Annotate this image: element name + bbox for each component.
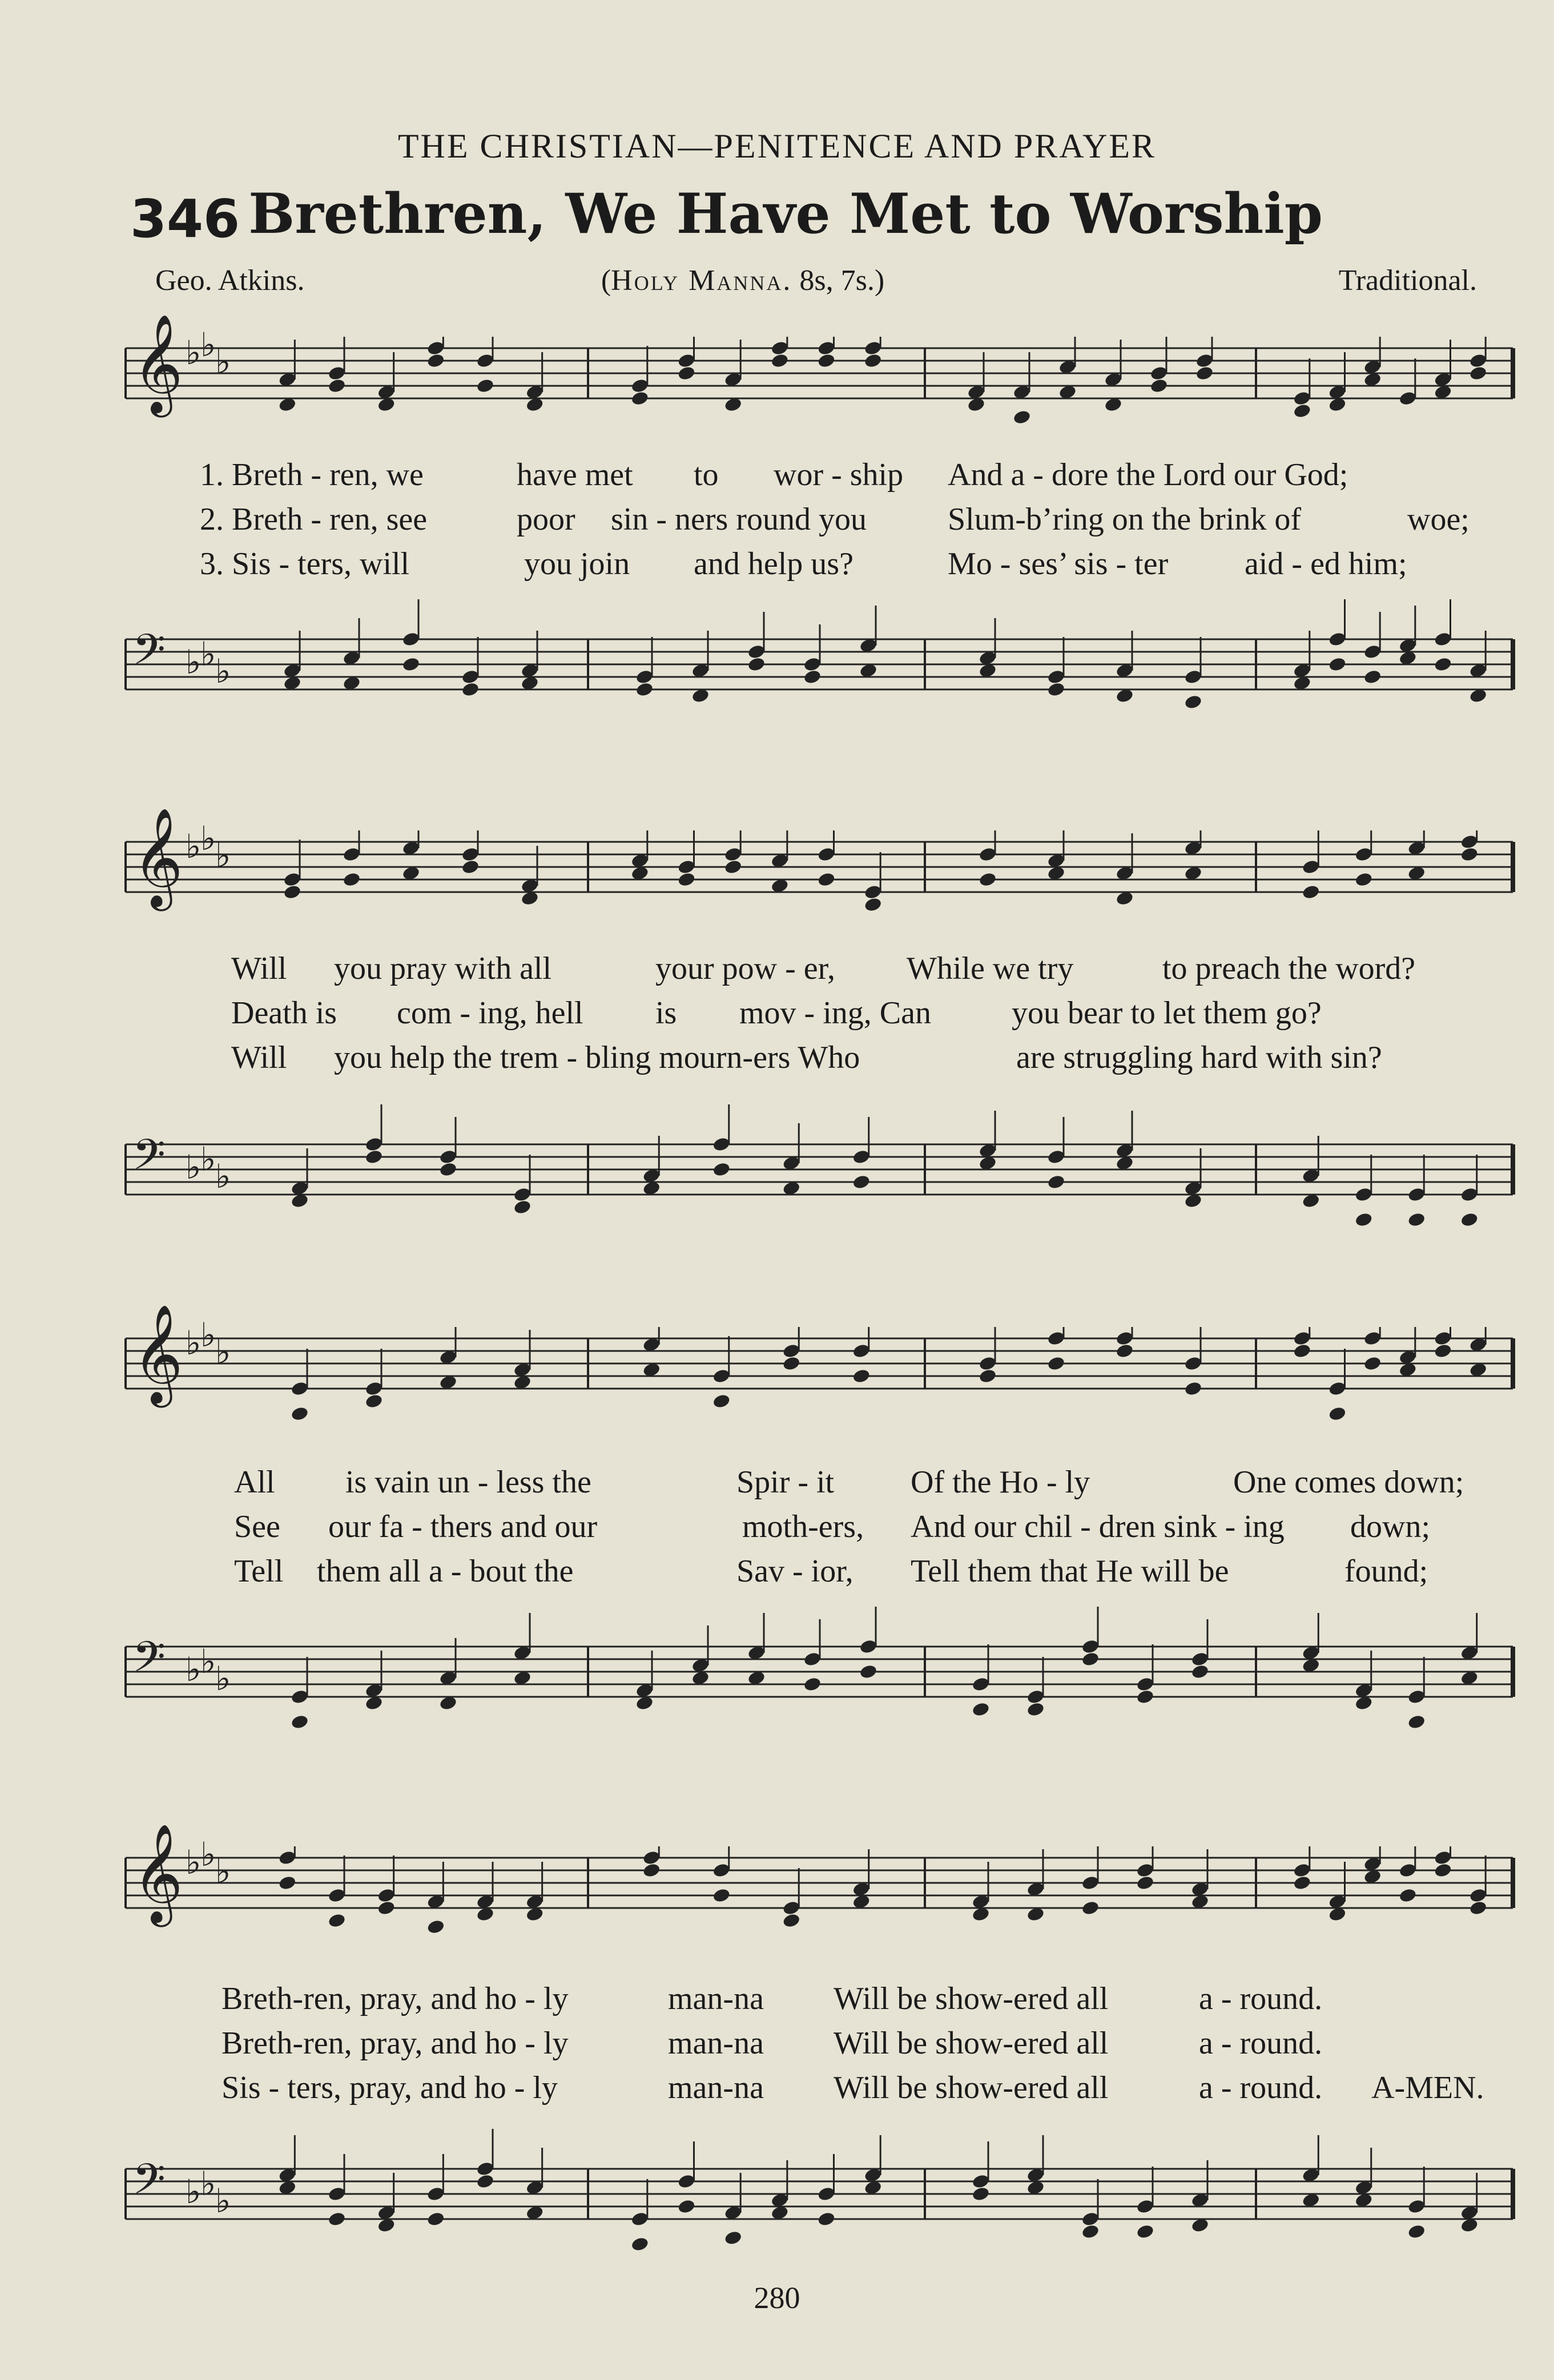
notehead — [864, 897, 883, 913]
flat-icon: ♭ — [186, 333, 202, 372]
bass-clef-icon: 𝄢 — [132, 2155, 166, 2214]
notehead — [978, 872, 997, 888]
notehead — [852, 1174, 871, 1190]
notehead — [803, 1676, 822, 1692]
notehead — [724, 859, 743, 875]
notehead — [1046, 681, 1065, 697]
flat-icon: ♭ — [215, 836, 231, 875]
flat-icon: ♭ — [215, 1852, 231, 1891]
author-credit: Geo. Atkins. — [155, 264, 305, 297]
notehead — [782, 1356, 801, 1371]
notehead — [364, 1393, 383, 1409]
hymn-number: 346 — [130, 188, 240, 249]
bass-staff-system-2 — [114, 1104, 1524, 1258]
notehead — [971, 1701, 990, 1717]
flat-icon: ♭ — [186, 1324, 202, 1362]
notehead — [712, 1161, 731, 1177]
notehead — [461, 681, 480, 697]
notehead — [1293, 1875, 1311, 1891]
notehead — [1012, 409, 1031, 425]
notehead — [278, 1875, 297, 1891]
notehead — [1434, 656, 1452, 672]
notehead — [401, 656, 420, 672]
notehead — [1026, 1701, 1045, 1717]
flat-icon: ♭ — [215, 1157, 231, 1196]
notehead — [770, 353, 789, 369]
notehead — [438, 1161, 457, 1177]
notehead — [852, 1368, 871, 1384]
treble-clef-icon: 𝄞 — [132, 1304, 183, 1403]
notehead — [1190, 1664, 1209, 1680]
notehead — [513, 1199, 532, 1215]
notehead — [724, 2230, 743, 2246]
lyric-line-verse-2: Breth-ren, pray, and ho - ly man-na Will be show-ered all a - round. — [222, 2026, 1323, 2061]
notehead — [817, 2211, 836, 2227]
lyric-line-verse-2: Death is com - ing, hell is mov - ing, Can you bear to let them go? — [231, 995, 1322, 1031]
flat-icon: ♭ — [200, 1642, 216, 1681]
lyric-line-verse-3: Will you help the trem - bling mourn-ers Who are struggling hard with sin? — [231, 1040, 1382, 1075]
treble-clef-icon: 𝄞 — [132, 314, 183, 413]
notehead — [1434, 1862, 1452, 1878]
flat-icon: ♭ — [200, 1316, 216, 1354]
notehead — [1460, 1212, 1479, 1228]
lyric-line-verse-1: Will you pray with all your pow - er, While we try to preach the word? — [231, 951, 1416, 986]
lyric-line-verse-3: Sis - ters, pray, and ho - ly man-na Will be show-ered all a - round. A-MEN. — [222, 2070, 1484, 2105]
notehead — [712, 1887, 731, 1903]
notehead — [1136, 1875, 1154, 1891]
notehead — [817, 353, 836, 369]
notehead — [1354, 872, 1373, 888]
flat-icon: ♭ — [200, 2164, 216, 2203]
notehead — [476, 2173, 494, 2189]
tune-name: Holy Manna. — [611, 264, 792, 297]
flat-icon: ♭ — [215, 342, 231, 381]
lyric-line-verse-3: Tell them all a - bout the Sav - ior, Tell them that He will be found; — [234, 1554, 1428, 1589]
notehead — [971, 2186, 990, 2202]
flat-icon: ♭ — [186, 1843, 202, 1882]
tune-meter: 8s, 7s.) — [792, 264, 885, 297]
notehead — [461, 859, 480, 875]
lyric-line-verse-1: All is vain un - less the Spir - it Of the Ho - ly One comes down; — [234, 1465, 1464, 1500]
notehead — [1081, 1900, 1100, 1916]
notehead — [1293, 1343, 1311, 1359]
notehead — [426, 1919, 445, 1935]
flat-icon: ♭ — [200, 635, 216, 673]
treble-staff-system-3 — [114, 1304, 1524, 1441]
lyric-line-verse-1: 1. Breth - ren, we have met to wor - ship And a - dore the Lord our God; — [200, 457, 1348, 493]
flat-icon: ♭ — [215, 1333, 231, 1371]
notehead — [1407, 1212, 1426, 1228]
flat-icon: ♭ — [200, 325, 216, 364]
treble-staff-system-1 — [114, 314, 1524, 428]
lyric-line-verse-3: 3. Sis - ters, will you join and help us? Mo - ses’ sis - ter aid - ed him; — [200, 546, 1407, 582]
notehead — [1363, 669, 1382, 685]
section-heading: THE CHRISTIAN—PENITENCE AND PRAYER — [397, 127, 1157, 165]
notehead — [630, 390, 649, 406]
notehead — [642, 1862, 661, 1878]
bass-clef-icon: 𝄢 — [132, 1130, 166, 1190]
notehead — [1183, 694, 1202, 710]
notehead — [1136, 2224, 1154, 2240]
notehead — [1046, 1174, 1065, 1190]
notehead — [1460, 846, 1479, 862]
notehead — [1407, 1714, 1426, 1730]
notehead — [1302, 884, 1321, 900]
music-source-credit: Traditional. — [1338, 264, 1477, 297]
lyric-line-verse-2: 2. Breth - ren, see poor sin - ners round you Slum-b’ring on the brink of woe; — [200, 502, 1470, 537]
notehead — [859, 1664, 877, 1680]
notehead — [1081, 2224, 1100, 2240]
flat-icon: ♭ — [186, 1650, 202, 1689]
notehead — [677, 2199, 696, 2214]
bass-staff-system-3 — [114, 1607, 1524, 1789]
notehead — [1398, 1887, 1417, 1903]
notehead — [1149, 378, 1168, 394]
lyric-line-verse-1: Breth-ren, pray, and ho - ly man-na Will be show-ered all a - round. — [222, 1981, 1323, 2016]
notehead — [1434, 1343, 1452, 1359]
notehead — [712, 1393, 731, 1409]
bass-clef-icon: 𝄢 — [132, 1632, 166, 1692]
notehead — [1195, 365, 1214, 381]
bass-staff-system-1 — [114, 599, 1524, 759]
notehead — [635, 681, 654, 697]
notehead — [1407, 2224, 1426, 2240]
notehead — [677, 872, 696, 888]
notehead — [1081, 1651, 1100, 1667]
notehead — [342, 872, 361, 888]
notehead — [426, 353, 445, 369]
notehead — [1046, 1356, 1065, 1371]
treble-staff-system-2 — [114, 808, 1524, 922]
notehead — [283, 884, 301, 900]
notehead — [1136, 1689, 1154, 1705]
notehead — [327, 1913, 346, 1929]
notehead — [978, 1368, 997, 1384]
tune-credit — [0, 264, 1554, 297]
flat-icon: ♭ — [200, 819, 216, 858]
tune-open-paren: ( — [601, 264, 611, 297]
flat-icon: ♭ — [186, 827, 202, 866]
notehead — [290, 1406, 309, 1422]
treble-staff-system-4 — [114, 1824, 1524, 1961]
notehead — [1363, 1356, 1382, 1371]
lyric-line-verse-2: See our fa - thers and our moth-ers, And our chil - dren sink - ing down; — [234, 1509, 1430, 1544]
notehead — [290, 1714, 309, 1730]
notehead — [1354, 1212, 1373, 1228]
notehead — [377, 1900, 396, 1916]
notehead — [1328, 656, 1347, 672]
notehead — [1293, 403, 1311, 419]
notehead — [677, 365, 696, 381]
page-number: 280 — [754, 2281, 800, 2315]
notehead — [1115, 1343, 1134, 1359]
notehead — [426, 2211, 445, 2227]
notehead — [817, 872, 836, 888]
flat-icon: ♭ — [215, 2181, 231, 2220]
treble-clef-icon: 𝄞 — [132, 1824, 183, 1923]
flat-icon: ♭ — [215, 1659, 231, 1698]
notehead — [476, 378, 494, 394]
notehead — [327, 2211, 346, 2227]
flat-icon: ♭ — [186, 643, 202, 681]
treble-clef-icon: 𝄞 — [132, 808, 183, 907]
notehead — [864, 353, 883, 369]
notehead — [1469, 1900, 1488, 1916]
notehead — [1328, 1406, 1347, 1422]
flat-icon: ♭ — [200, 1140, 216, 1179]
notehead — [782, 1913, 801, 1929]
notehead — [364, 1149, 383, 1165]
flat-icon: ♭ — [186, 2172, 202, 2211]
notehead — [327, 378, 346, 394]
notehead — [747, 656, 766, 672]
bass-clef-icon: 𝄢 — [132, 625, 166, 685]
flat-icon: ♭ — [215, 652, 231, 691]
bass-staff-system-4 — [114, 2129, 1524, 2289]
hymn-title: Brethren, We Have Met to Worship — [248, 181, 1323, 246]
notehead — [1183, 1381, 1202, 1397]
notehead — [803, 669, 822, 685]
notehead — [630, 2236, 649, 2252]
flat-icon: ♭ — [200, 1835, 216, 1874]
notehead — [1469, 365, 1488, 381]
flat-icon: ♭ — [186, 1148, 202, 1187]
